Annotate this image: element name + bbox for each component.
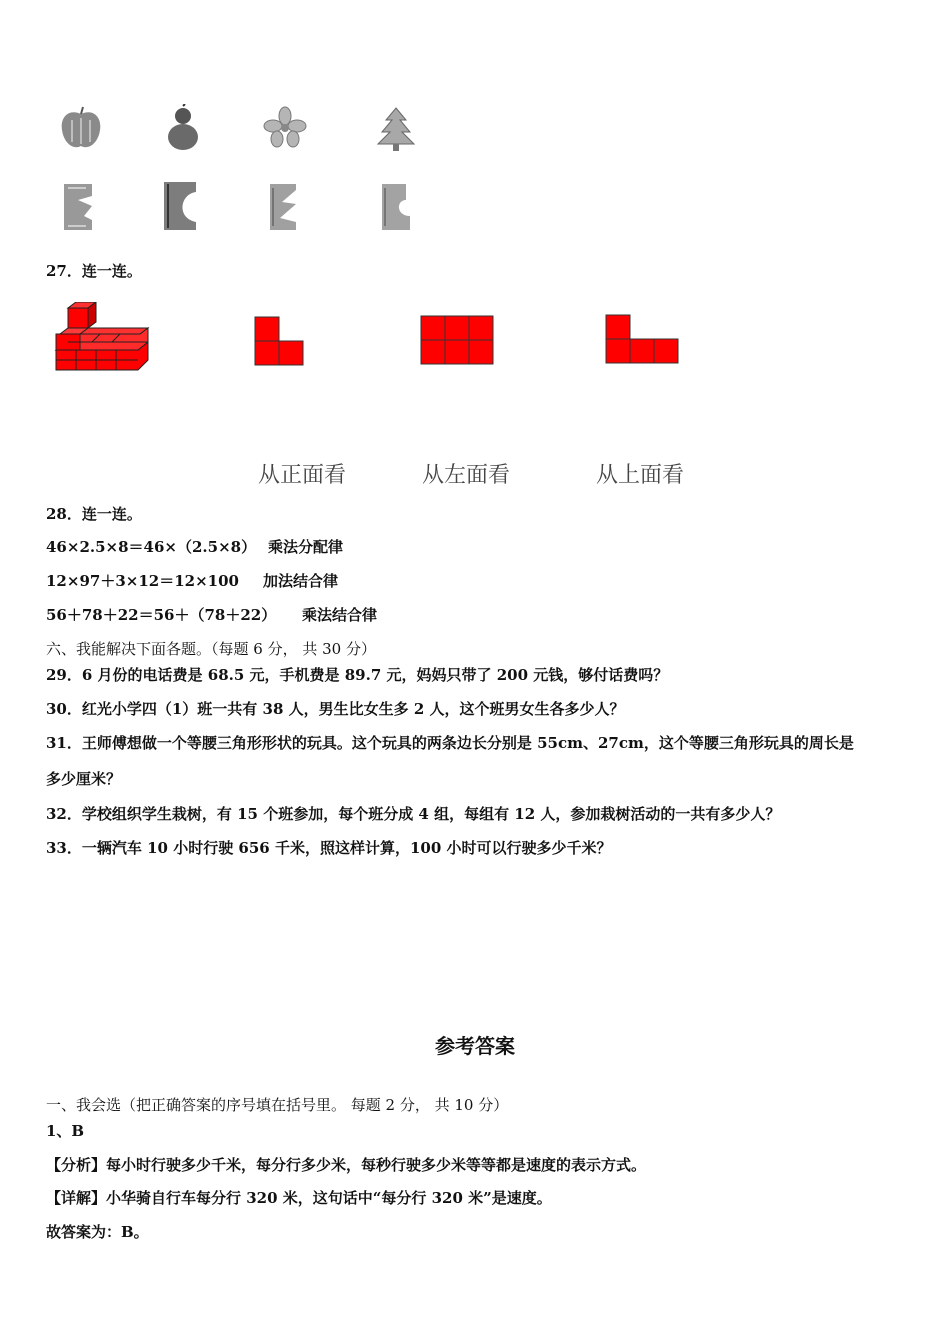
q28-expr-3: 56＋78＋22＝56＋（78＋22） [46, 606, 277, 624]
answers-section1: 一、我会选（把正确答案的序号填在括号里。 每题 2 分， 共 10 分） [46, 1096, 509, 1114]
tree-picture [376, 106, 416, 152]
answer-1: 1、B [46, 1122, 85, 1140]
view-shape-3 [605, 314, 681, 366]
paper-cut-e-shape [380, 182, 412, 232]
q28-law-2: 加法结合律 [263, 572, 339, 590]
q31-line1: 31．王师傅想做一个等腰三角形形状的玩具。这个玩具的两条边长分别是 55cm、27cm，这个等腰三角形玩具的周长是 [46, 734, 854, 752]
paper-cut-e-shape [62, 182, 96, 232]
q27-label: 27．连一连。 [46, 262, 142, 280]
view-shape-2 [420, 315, 496, 367]
flower-icon [262, 106, 308, 148]
answer-conclusion: 故答案为：B。 [46, 1223, 149, 1241]
l-long-view-icon [605, 314, 681, 366]
paper-cut-3 [268, 182, 300, 232]
l-shape-view-icon [254, 316, 306, 368]
gourd-picture [163, 104, 203, 152]
apple-icon [58, 104, 104, 152]
q30: 30．红光小学四（1）班一共有 38 人，男生比女生多 2 人，这个班男女生各多少人？ [46, 700, 625, 718]
paper-cut-e-shape [268, 182, 300, 232]
view-shape-1 [254, 316, 306, 368]
q33: 33．一辆汽车 10 小时行驶 656 千米，照这样计算，100 小时可以行驶多少千米？ [46, 839, 612, 857]
paper-cut-4 [380, 182, 412, 232]
cube-stack-icon [52, 302, 152, 376]
view-label-left: 从左面看 [422, 463, 511, 488]
answer-analysis: 【分析】每小时行驶多少千米，每分行多少米，每秒行驶多少米等等都是速度的表示方式。 [46, 1156, 647, 1174]
q28-label: 28．连一连。 [46, 505, 142, 523]
answers-title: 参考答案 [435, 1034, 515, 1058]
q31-line2: 多少厘米？ [46, 770, 122, 788]
q28-law-1: 乘法分配律 [268, 538, 344, 556]
q28-expr-2: 12×97＋3×12＝12×100 [46, 572, 239, 590]
view-label-front: 从正面看 [258, 463, 347, 488]
paper-cut-c-shape [162, 180, 198, 232]
flower-picture [262, 106, 308, 148]
paper-cut-1 [62, 182, 96, 232]
tree-icon [376, 106, 416, 152]
answer-detail: 【详解】小华骑自行车每分行 320 米，这句话中“每分行 320 米”是速度。 [46, 1189, 552, 1207]
apple-picture [58, 104, 104, 152]
q32: 32．学校组织学生栽树，有 15 个班参加，每个班分成 4 组，每组有 12 人，参加栽树活动的一共有多少人？ [46, 805, 781, 823]
q29: 29．6 月份的电话费是 68.5 元，手机费是 89.7 元，妈妈只带了 200 元钱，够付话费吗？ [46, 666, 669, 684]
paper-cut-2 [162, 180, 198, 232]
q28-law-3: 乘法结合律 [302, 606, 378, 624]
cube-stack-3d [52, 302, 152, 376]
view-label-top: 从上面看 [596, 463, 685, 488]
section6-heading: 六、我能解决下面各题。（每题 6 分， 共 30 分） [46, 640, 376, 658]
gourd-icon [163, 104, 203, 152]
rectangle-view-icon [420, 315, 496, 367]
q28-expr-1: 46×2.5×8＝46×（2.5×8） [46, 538, 257, 556]
